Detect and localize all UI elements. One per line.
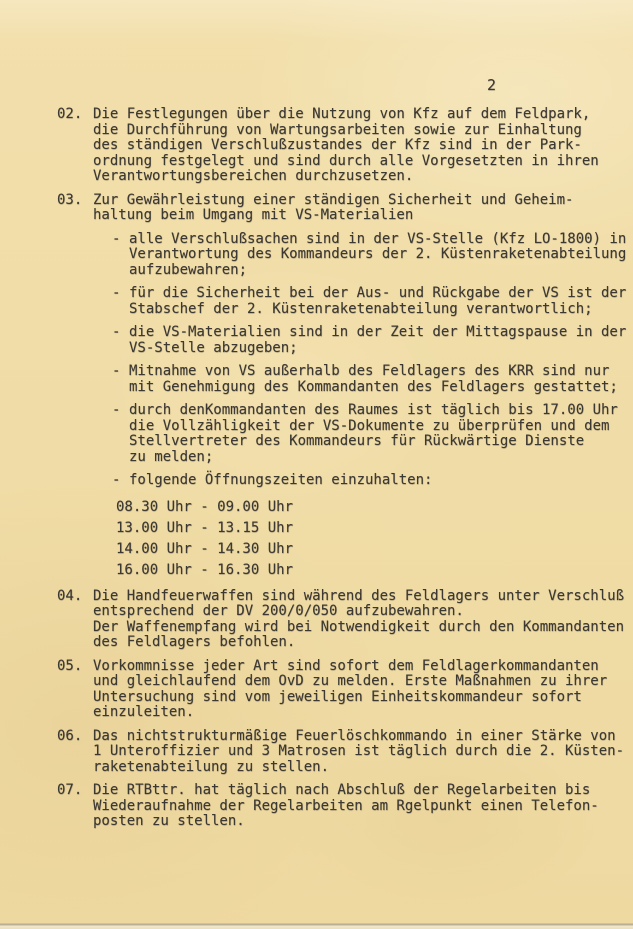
item-body (93, 727, 625, 784)
bullet-paragraph (93, 324, 627, 356)
text-line: VS-Stelle abzugeben; (129, 339, 298, 356)
opening-hours-list (93, 497, 617, 581)
text-line: Vorkommnisse jeder Art sind sofort dem Feldlagerkommandanten (93, 657, 599, 674)
text-line: zu melden; (129, 448, 214, 465)
item-number: 03. (57, 191, 83, 208)
text-line: Stabschef der 2. Küstenraketenabteilung verantwortlich; (129, 300, 593, 317)
item-number: 04. (57, 587, 83, 604)
item-body (93, 107, 617, 193)
text-line: Stellvertreter des Kommandeurs für Rückwärtige Dienste (129, 433, 585, 449)
text-line: ordnung festgelegt und sind durch alle Vorgesetzten in ihren (93, 152, 599, 169)
text-line: posten zu stellen. (93, 813, 245, 829)
bullet-dash: - (112, 363, 121, 379)
text-line: des Feldlagers befohlen. (93, 634, 296, 650)
text-line: Verantwortungsbereichen durchzusetzen. (93, 168, 414, 184)
text-line: 16.00 Uhr - 16.30 Uhr (116, 561, 294, 578)
bullet-lines (129, 325, 626, 356)
bullet-dash: - (112, 285, 121, 301)
numbered-item (57, 107, 617, 193)
paragraph (93, 107, 617, 185)
text-line: für die Sicherheit bei der Aus- und Rückgabe der VS ist der (129, 285, 627, 301)
text-line: 1 Unteroffizier und 3 Matrosen ist täglich durch die 2. Küsten- (93, 743, 625, 759)
text-line: alle Verschlußsachen sind in der VS-Stelle (Kfz LO-1800) in (129, 230, 627, 247)
text-line: aufzubewahren; (129, 261, 248, 278)
text-line: 14.00 Uhr - 14.30 Uhr (116, 540, 294, 557)
text-line: 08.30 Uhr - 09.00 Uhr (116, 498, 294, 515)
text-line: haltung beim Umgang mit VS-Materialien (93, 207, 414, 223)
text-line: Die Festlegungen über die Nutzung von Kfz auf dem Feldpark, (93, 106, 591, 122)
bullet-lines (129, 403, 618, 465)
text-line: Mitnahme von VS außerhalb des Feldlagers des KRR sind nur (129, 363, 610, 379)
text-line: folgende Öffnungszeiten einzuhalten: (129, 472, 433, 488)
bullet-lines (129, 473, 432, 489)
item-number: 02. (57, 106, 83, 122)
text-line: Der Waffenempfang wird bei Notwendigkeit durch den Kommandanten (93, 618, 625, 635)
text-line: die VS-Materialien sind in der Zeit der Mittagspause in der (129, 324, 627, 340)
numbered-item (57, 659, 617, 729)
bullet-lines (129, 286, 626, 317)
scan-edge-bottom (0, 917, 633, 929)
bullet-dash: - (112, 402, 121, 418)
bullet-dash: - (112, 230, 121, 247)
text-line: einzuleiten. (93, 704, 195, 720)
text-line: Die Handfeuerwaffen sind während des Feldlagers unter Verschluß (93, 587, 625, 604)
bullet-paragraph (93, 364, 617, 395)
text-line: Zur Gewährleistung einer ständigen Sicherheit und Geheim- (93, 191, 574, 208)
text-line: die Vollzähligkeit der VS-Dokumente zu überprüfen und dem (129, 417, 610, 434)
paragraph (93, 587, 625, 651)
text-line: mit Genehmigung des Kommandanten des Feldlagers gestattet; (129, 378, 618, 395)
paragraph (93, 727, 625, 776)
text-line: Das nichtstrukturmäßige Feuerlöschkommando in einer Stärke von (93, 727, 616, 744)
text-line: Die RTBttr. hat täglich nach Abschluß der Regelarbeiten bis (93, 782, 591, 798)
item-body (93, 783, 617, 838)
numbered-item (57, 191, 627, 589)
numbered-item (57, 587, 625, 659)
numbered-item (57, 783, 617, 838)
numbered-item (57, 727, 625, 784)
text-line: des ständigen Verschlußzustandes der Kfz sind in der Park- (93, 137, 582, 153)
page-number: 2 (487, 76, 497, 94)
bullet-dash: - (112, 324, 121, 340)
text-line: Untersuchung sind vom jeweiligen Einheitskommandeur sofort (93, 688, 582, 705)
bullet-dash: - (112, 472, 121, 488)
text-line: und gleichlaufend dem OvD zu melden. Erste Maßnahmen zu ihrer (93, 673, 608, 689)
document-content (57, 106, 627, 838)
text-line: die Durchführung von Wartungsarbeiten sowie zur Einhaltung (93, 121, 582, 138)
bullet-lines (129, 232, 626, 279)
item-body (93, 191, 627, 589)
bullet-lines (129, 364, 618, 395)
bullet-paragraph (93, 403, 617, 465)
paragraph (93, 783, 617, 830)
text-line: Verantwortung des Kommandeurs der 2. Küstenraketenabteilung (129, 246, 627, 262)
item-number: 06. (57, 727, 83, 744)
text-line: Wiederaufnahme der Regelarbeiten am Rgelpunkt einen Telefon- (93, 797, 599, 814)
item-number: 07. (57, 782, 83, 798)
item-number: 05. (57, 657, 83, 674)
item-body (93, 587, 625, 659)
paragraph (93, 193, 617, 224)
bullet-paragraph (93, 473, 617, 489)
bullet-paragraph (93, 230, 627, 279)
text-line: entsprechend der DV 200/0/050 aufzubewahren. (93, 603, 464, 619)
bullet-paragraph (93, 285, 627, 317)
text-line: durch denKommandanten des Raumes ist täglich bis 17.00 Uhr (129, 402, 618, 418)
item-body (93, 659, 617, 729)
paragraph (93, 659, 617, 721)
text-line: raketenabteilung zu stellen. (93, 758, 330, 775)
text-line: 13.00 Uhr - 13.15 Uhr (116, 519, 294, 536)
